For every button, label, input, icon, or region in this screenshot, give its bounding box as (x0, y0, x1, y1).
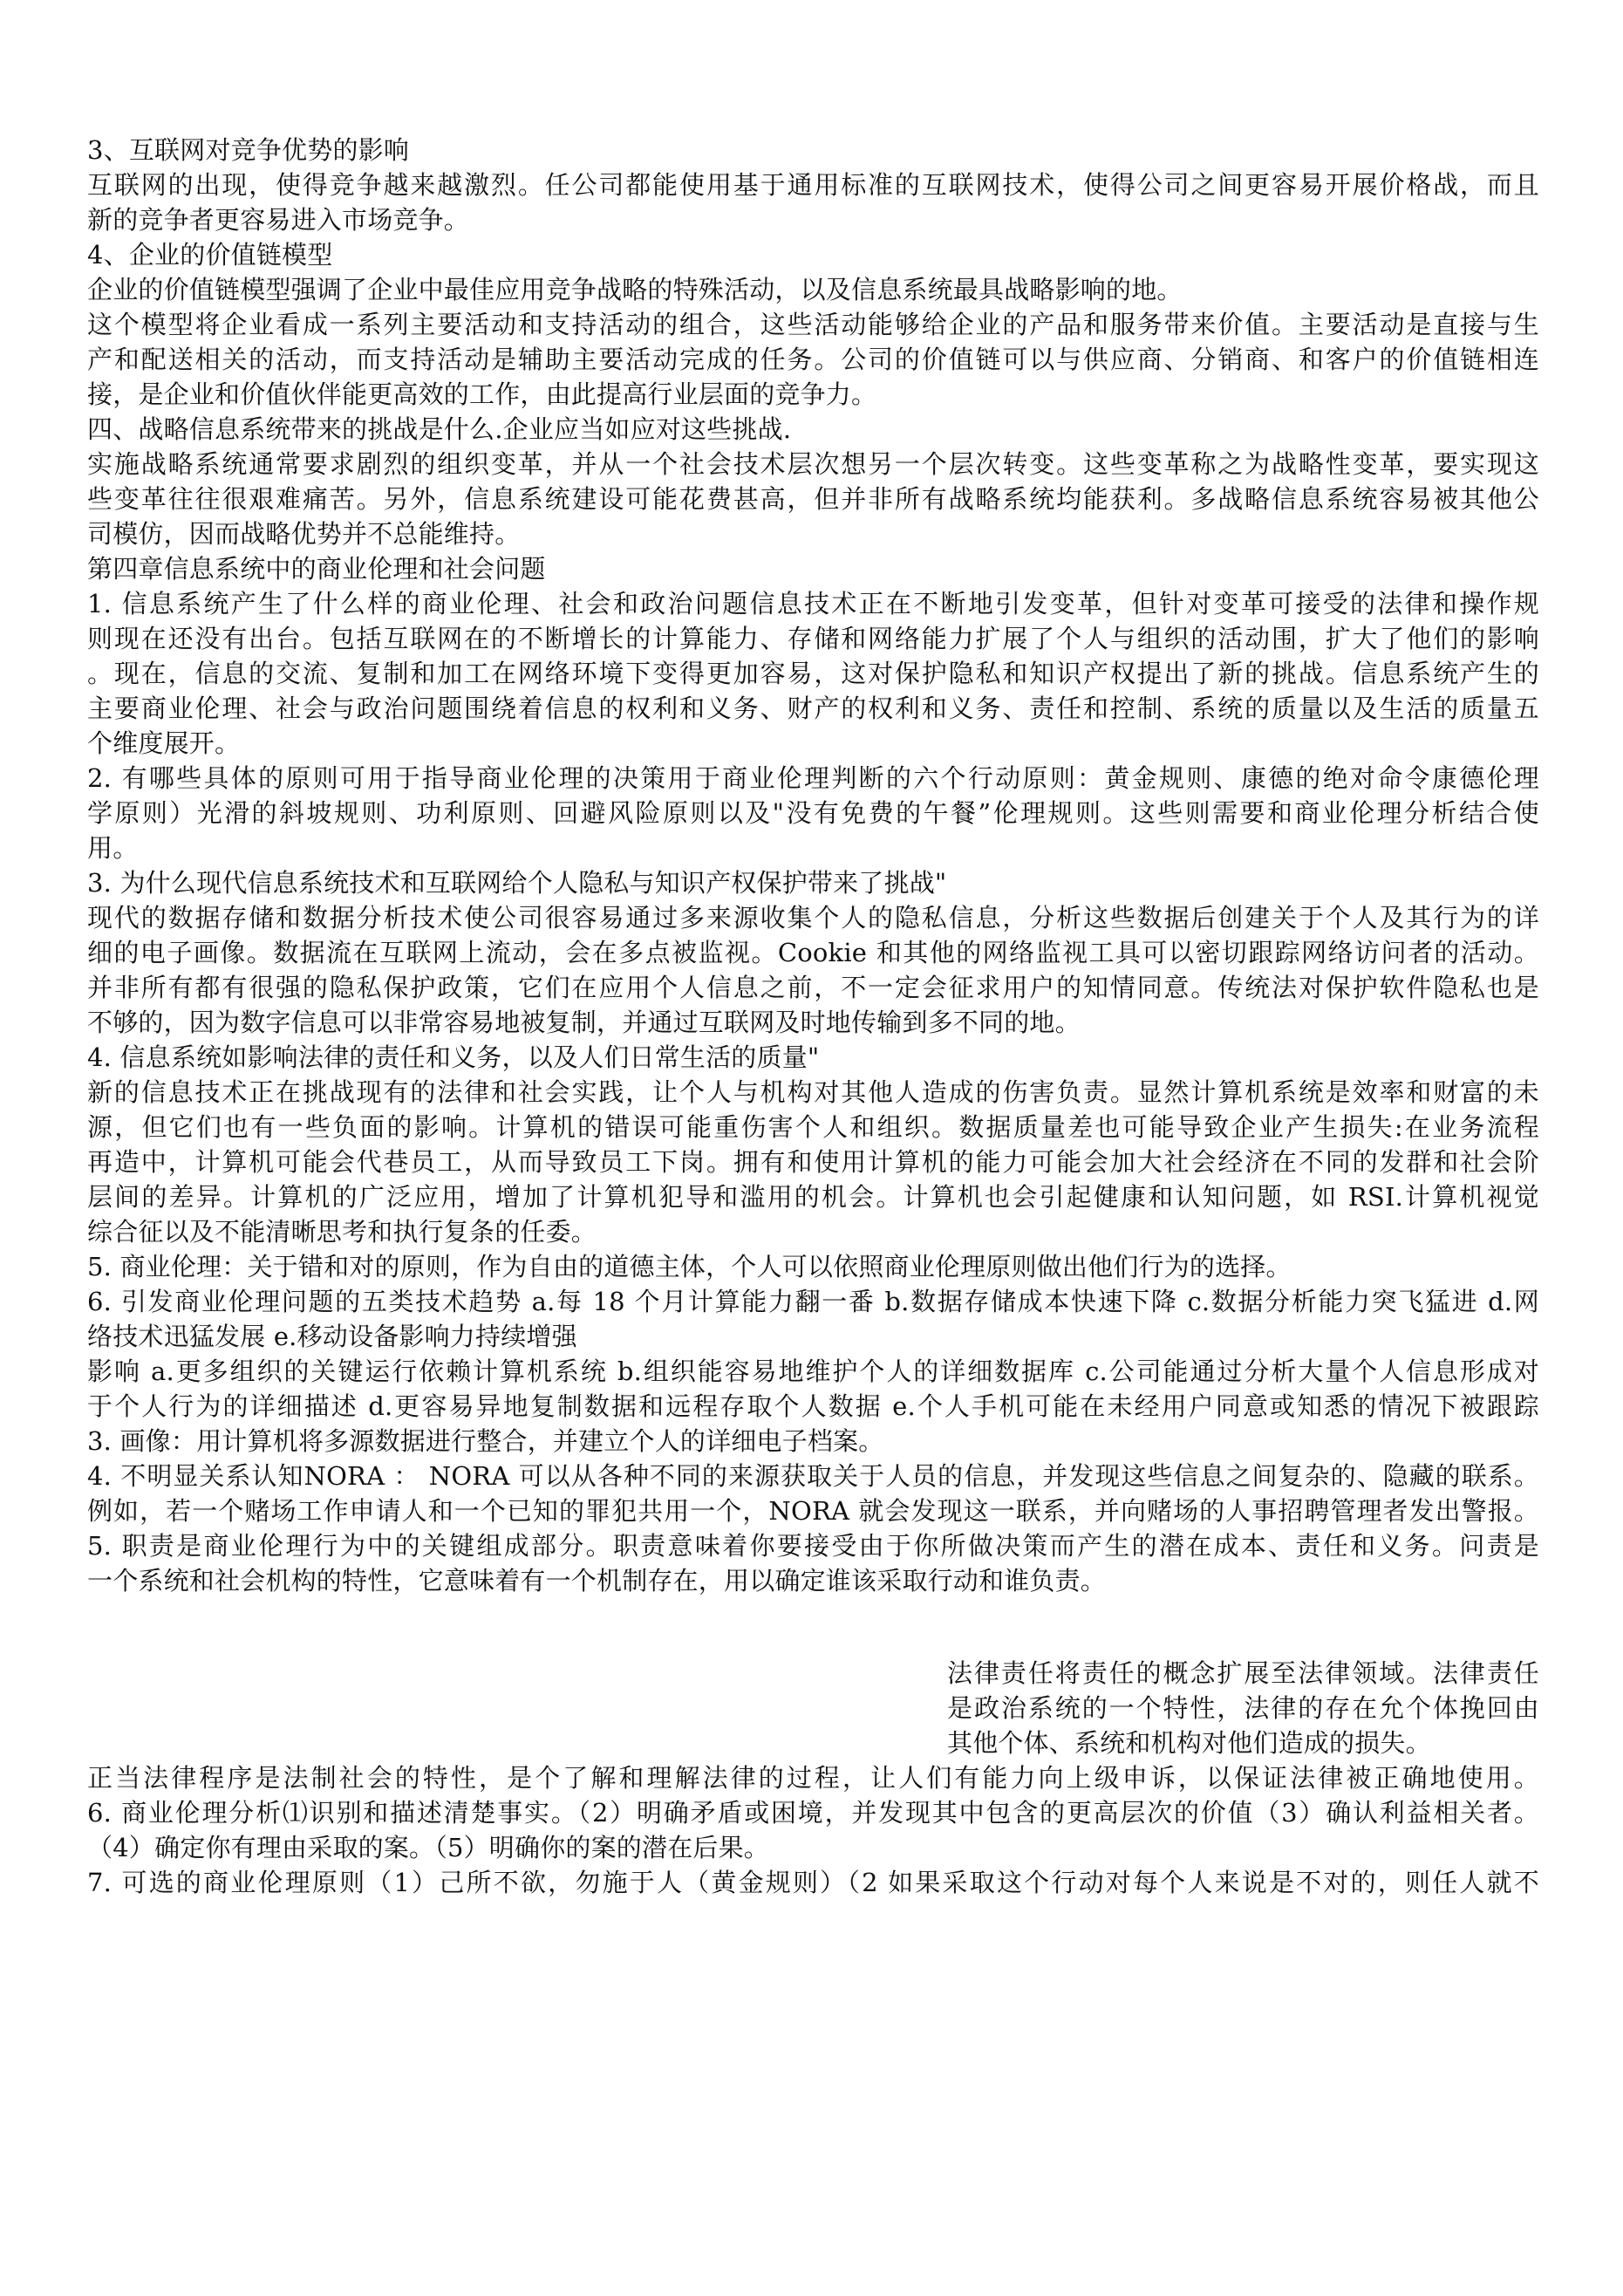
text-line: 个维度展开。 (87, 728, 241, 758)
text-line: 6. 引发商业伦理问题的五类技术趋势 a.每 18 个月计算能力翻一番 b.数据存储成本快速下降 c.数据分析能力突飞猛进 d.网 (87, 1287, 1539, 1316)
text-line: 4. 信息系统如影响法律的责任和义务，以及人们日常生活的质量" (87, 1042, 820, 1072)
text-line: 现代的数据存储和数据分析技术使公司很容易通过多来源收集个人的隐私信息，分析这些数据后创建关于个人及其行为的详 (87, 903, 1539, 933)
body-text-continued (87, 1760, 1539, 1900)
text-line: 学原则）光滑的斜坡规则、功利原则、回避风险原则以及"没有免费的午餐”伦理规则。这些则需要和商业伦理分析结合使 (87, 798, 1539, 828)
text-line: 再造中，计算机可能会代巷员工，从而导致员工下岗。拥有和使用计算机的能力可能会加大社会经济在不同的发群和社会阶 (87, 1147, 1539, 1177)
text-line: 互联网的出现，使得竞争越来越激烈。任公司都能使用基于通用标准的互联网技术，使得公司之间更容易开展价格战，而且 (87, 170, 1539, 200)
text-line: 这个模型将企业看成一系列主要活动和支持活动的组合，这些活动能够给企业的产品和服务带来价值。主要活动是直接与生 (87, 310, 1539, 339)
text-line: 企业的价值链模型强调了企业中最佳应用竞争战略的特殊活动，以及信息系统最具战略影响的地。 (87, 275, 1183, 304)
text-line: 则现在还没有出台。包括互联网在的不断增长的计算能力、存储和网络能力扩展了个人与组织的活动围，扩大了他们的影响 (87, 624, 1539, 653)
text-line: 主要商业伦理、社会与政治问题围绕着信息的权利和义务、财产的权利和义务、责任和控制、系统的质量以及生活的质量五 (87, 694, 1539, 723)
text-line: 3、互联网对竞争优势的影响 (87, 135, 410, 165)
text-line: 接，是企业和价值伙伴能更高效的工作，由此提高行业层面的竞争力。 (87, 379, 877, 409)
text-line: 是政治系统的一个特性，法律的存在允个体挽回由 (947, 1693, 1539, 1723)
text-line: 用。 (87, 833, 139, 863)
text-line: 新的信息技术正在挑战现有的法律和社会实践，让个人与机构对其他人造成的伤害负责。显然计算机系统是效率和财富的未 (87, 1077, 1539, 1107)
text-line: 例如，若一个赌场工作申请人和一个已知的罪犯共用一个，NORA 就会发现这一联系，并向赌场的人事招聘管理者发出警报。 (87, 1496, 1539, 1526)
text-line: 产和配送相关的活动，而支持活动是辅助主要活动完成的任务。公司的价值链可以与供应商、分销商、和客户的价值链相连 (87, 345, 1539, 374)
body-text-main (87, 133, 1539, 1598)
text-line: 些变革往往很艰难痛苦。另外，信息系统建设可能花费甚高，但并非所有战略系统均能获利。多战略信息系统容易被其他公 (87, 484, 1539, 514)
text-line: 7. 可选的商业伦理原则（1）己所不欲，勿施于人（黄金规则）（2 如果采取这个行动对每个人来说是不对的，则任人就不 (87, 1868, 1539, 1897)
text-line: 并非所有都有很强的隐私保护政策，它们在应用个人信息之前，不一定会征求用户的知情同意。传统法对保护软件隐私也是 (87, 973, 1539, 1002)
text-line: （4）确定你有理由采取的案。（5）明确你的案的潜在后果。 (87, 1833, 770, 1862)
text-line: 6. 商业伦理分析⑴识别和描述清楚事实。（2）明确矛盾或困境，并发现其中包含的更高层次的价值（3）确认利益相关者。 (87, 1798, 1539, 1828)
body-text-indented (87, 1656, 1539, 1760)
text-line: 络技术迅猛发展 e.移动设备影响力持续增强 (87, 1322, 577, 1351)
text-line: 2. 有哪些具体的原则可用于指导商业伦理的决策用于商业伦理判断的六个行动原则：黄金规则、康德的绝对命令康德伦理 (87, 763, 1539, 793)
text-line: 法律责任将责任的概念扩展至法律领域。法律责任 (947, 1658, 1539, 1688)
text-line: 3. 为什么现代信息系统技术和互联网给个人隐私与知识产权保护带来了挑战" (87, 868, 947, 898)
text-line: 一个系统和社会机构的特性，它意味着有一个机制存在，用以确定谁该采取行动和谁负责。 (87, 1566, 1107, 1596)
text-line: 正当法律程序是法制社会的特性，是个了解和理解法律的过程，让人们有能力向上级申诉，以保证法律被正确地使用。 (87, 1763, 1539, 1793)
text-line: 4、企业的价值链模型 (87, 240, 333, 270)
text-line: 5. 职责是商业伦理行为中的关键组成部分。职责意味着你要接受由于你所做决策而产生的潜在成本、责任和义务。问责是 (87, 1531, 1539, 1561)
text-line: 实施战略系统通常要求剧烈的组织变革，并从一个社会技术层次想另一个层次转变。这些变革称之为战略性变革，要实现这 (87, 449, 1539, 479)
text-line: 层间的差异。计算机的广泛应用，增加了计算机犯导和滥用的机会。计算机也会引起健康和认知问题，如 RSI.计算机视觉 (87, 1182, 1539, 1212)
text-line: 综合征以及不能清晰思考和执行复条的任委。 (87, 1217, 597, 1247)
text-line: 。现在，信息的交流、复制和加工在网络环境下变得更加容易，这对保护隐私和知识产权提出了新的挑战。信息系统产生的 (87, 659, 1539, 688)
paragraph-gap (87, 1598, 1539, 1656)
text-line: 4. 不明显关系认知NORA ： NORA 可以从各种不同的来源获取关于人员的信息，并发现这些信息之间复杂的、隐藏的联系。 (87, 1461, 1539, 1491)
text-line: 其他个体、系统和机构对他们造成的损失。 (947, 1728, 1431, 1758)
document-page (87, 133, 1539, 1900)
text-line: 影响 a.更多组织的关键运行依赖计算机系统 b.组织能容易地维护个人的详细数据库 c.公司能通过分析大量个人信息形成对 (87, 1356, 1539, 1386)
text-line: 不够的，因为数字信息可以非常容易地被复制，并通过互联网及时地传输到多不同的地。 (87, 1008, 1081, 1037)
text-line: 3. 画像：用计算机将多源数据进行整合，并建立个人的详细电子档案。 (87, 1426, 884, 1456)
text-line: 5. 商业伦理：关于错和对的原则，作为自由的道德主体，个人可以依照商业伦理原则做出他们行为的选择。 (87, 1252, 1292, 1281)
text-line: 细的电子画像。数据流在互联网上流动，会在多点被监视。Cookie 和其他的网络监视工具可以密切跟踪网络访问者的活动。 (87, 938, 1539, 967)
text-line: 四、战略信息系统带来的挑战是什么.企业应当如应对这些挑战. (87, 414, 792, 444)
text-line: 于个人行为的详细描述 d.更容易异地复制数据和远程存取个人数据 e.个人手机可能在未经用户同意或知悉的情况下被跟踪 (87, 1391, 1539, 1421)
text-line: 司模仿，因而战略优势并不总能维持。 (87, 519, 521, 549)
text-line: 第四章信息系统中的商业伦理和社会问题 (87, 554, 546, 584)
text-line: 新的竞争者更容易进入市场竞争。 (87, 205, 470, 235)
text-line: 1. 信息系统产生了什么样的商业伦理、社会和政治问题信息技术正在不断地引发变革，但针对变革可接受的法律和操作规 (87, 589, 1539, 618)
text-line: 源，但它们也有一些负面的影响。计算机的错误可能重伤害个人和组织。数据质量差也可能导致企业产生损失:在业务流程 (87, 1112, 1539, 1142)
